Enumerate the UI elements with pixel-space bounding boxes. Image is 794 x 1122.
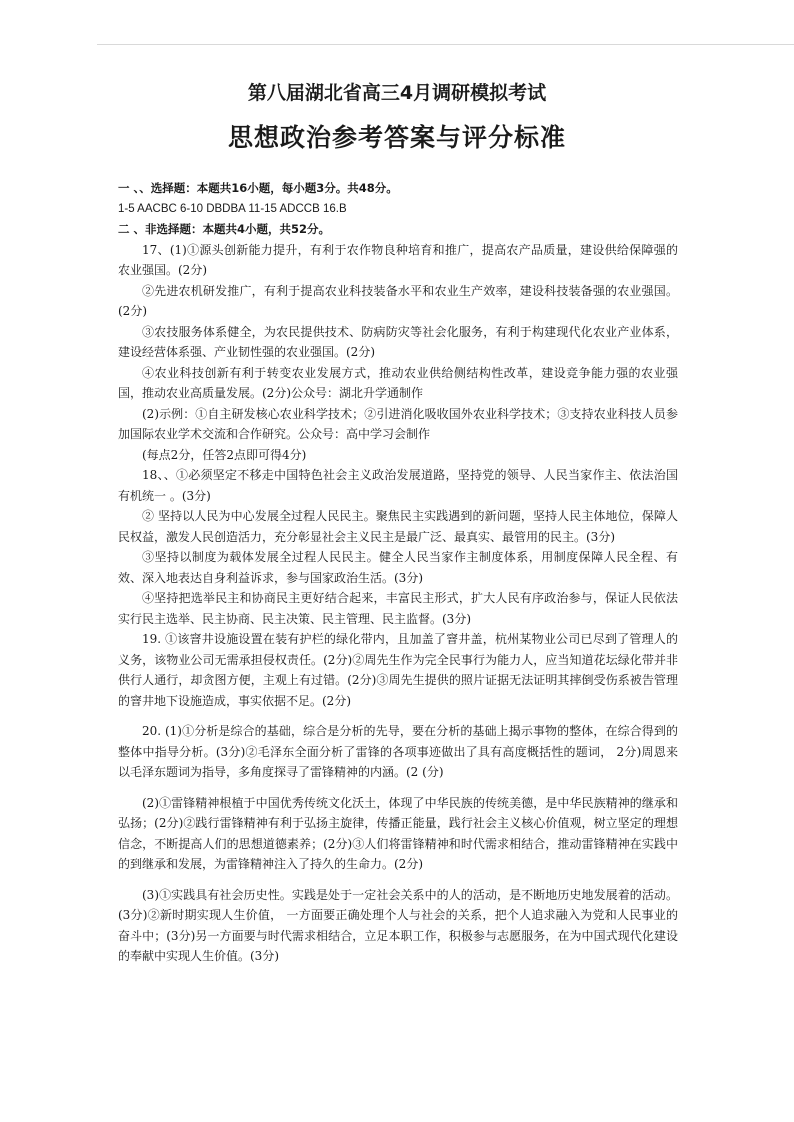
q18-point3: ③坚持以制度为载体发展全过程人民民主。健全人民当家作主制度体系，用制度保障人民全程、有效、深入地表达自身利益诉求，参与国家政治生活。(3分) (118, 550, 678, 585)
q18-point4: ④坚持把选举民主和协商民主更好结合起来，丰富民主形式，扩大人民有序政治参与，保证人民依法实行民主选举、民主协商、民主决策、民主管理、民主监督。(3分) (118, 591, 678, 626)
q18-point2: ② 坚持以人民为中心发展全过程人民民主。聚焦民主实践遇到的新问题，坚持人民主体地位，保障人民权益，激发人民创造活力，充分彰显社会主义民主是最广泛、最真实、最管用的民主。(3分) (118, 509, 678, 544)
q17-part2: (2)示例：①自主研发核心农业科学技术；②引进消化吸收国外农业科学技术；③支持农业科技人员参加国际农业学术交流和合作研究。公众号：高中学习会制作 (118, 406, 678, 441)
section-heading-choice: 一 、、选择题：本题共16小题，每小题3分。共48分。 (118, 181, 398, 195)
q20-part1: 20. (1)①分析是综合的基础，综合是分析的先导，要在分析的基础上揭示事物的整体，在综合得到的整体中指导分析。(3分)②毛泽东全面分析了雷锋的各项事迹做出了具有高度概括性的题词， 2分)周恩来以毛泽东题词为指导，多角度探寻了雷锋精神的内涵。(2 (分) (118, 724, 678, 779)
q18-point1: 18、、①必须坚定不移走中国特色社会主义政治发展道路，坚持党的领导、人民当家作主、依法治国有机统一 。(3分) (118, 468, 678, 503)
q20-part2: (2)①雷锋精神根植于中国优秀传统文化沃土，体现了中华民族的传统美德，是中华民族精神的继承和弘扬；(2分)②践行雷锋精神有利于弘扬主旋律，传播正能量，践行社会主义核心价值观，树立坚定的理想信念，不断提高人们的思想道德素养；(2分)③人们将雷锋精神和时代需求相结合，推动雷锋精神在实践中的到继承和发展，为雷锋精神注入了持久的生命力。(2分) (118, 795, 678, 871)
q17-part1-point1: 17、(1)①源头创新能力提升，有利于农作物良种培育和推广，提高农产品质量，建设供给保障强的农业强国。(2分) (118, 242, 678, 277)
choice-answers: 1-5 AACBC 6-10 DBDBA 11-15 ADCCB 16.B (118, 202, 347, 215)
q17-part1-point4: ④农业科技创新有利于转变农业发展方式，推动农业供给侧结构性改革，建设竞争能力强的农业强国，推动农业高质量发展。(2分)公众号：湖北升学通制作 (118, 365, 678, 400)
q17-scoring-note: (每点2分，任答2点即可得4分) (142, 447, 307, 462)
top-divider (97, 44, 794, 45)
q17-part1-point3: ③农技服务体系健全，为农民提供技术、防病防灾等社会化服务，有利于构建现代化农业产业体系，建设经营体系强、产业韧性强的农业强国。(2分) (118, 324, 678, 359)
answer-key-title: 思想政治参考答案与评分标准 (227, 123, 566, 152)
section-heading-open: 二 、非选择题：本题共4小题，共52分。 (118, 222, 331, 236)
exam-title: 第八届湖北省高三4月调研模拟考试 (247, 82, 547, 104)
answer-body (118, 178, 678, 967)
q17-part1-point2: ②先进农机研发推广，有利于提高农业科技装备水平和农业生产效率，建设科技装备强的农业强国。(2分) (118, 283, 678, 318)
q20-part3: (3)①实践具有社会历史性。实践是处于一定社会关系中的人的活动，是不断地历史地发展着的活动。(3分)②新时期实现人生价值， 一方面要正确处理个人与社会的关系，把个人追求融入为党和人民事业的奋斗中；(3分)另一方面要与时代需求相结合，立足本职工作，积极参与志愿服务，在为中国式现代化建设的奉献中实现人生价值。(3分) (118, 887, 678, 963)
q19-answer: 19. ①该窨井设施设置在装有护栏的绿化带内，且加盖了窨井盖，杭州某物业公司已尽到了管理人的义务，该物业公司无需承担侵权责任。(2分)②周先生作为完全民事行为能力人，应当知道花坛绿化带并非供行人通行，却贪图方便，主观上有过错。(2分)③周先生提供的照片证据无法证明其摔倒受伤系被告管理的窨井地下设施造成，事实依据不足。(2分) (118, 632, 678, 708)
